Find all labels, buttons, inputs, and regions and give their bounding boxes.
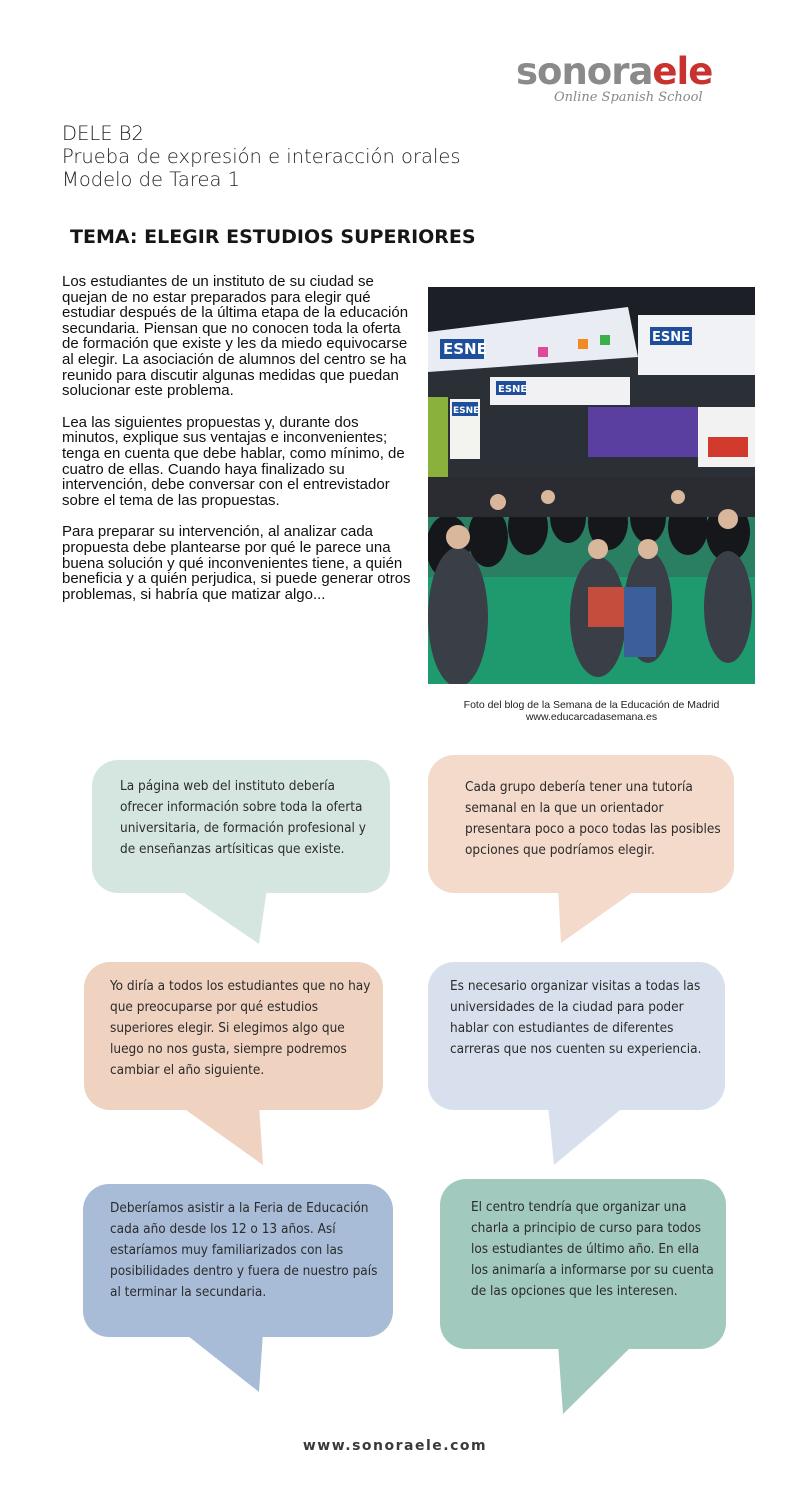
proposal-text: El centro tendría que organizar una charla a principio de curso para todos los estudiantes de último año. En ella los animaría a informarse por su cuenta de las opciones que les interesen. [471, 1199, 714, 1299]
proposal-bubble-5 [83, 1184, 393, 1337]
logo-wordmark: sonoraele [516, 50, 713, 93]
proposal-bubble-1 [92, 760, 390, 893]
proposal-text: Es necesario organizar visitas a todas las universidades de la ciudad para poder hablar con estudiantes de diferentes carreras que nos cuenten su experiencia. [450, 978, 702, 1057]
bubble-tail [179, 1105, 269, 1167]
exam-part: Prueba de expresión e interacción orales [62, 145, 461, 168]
instructions-paragraph-2: Lea las siguientes propuestas y, durante dos minutos, explique sus ventajas e inconvenientes; tenga en cuenta que debe hablar, como mínimo, de cuatro de ellas. Cuando haya finalizado su intervención, debe conversar con el entrevistador sobre el tema de las propuestas. [62, 413, 405, 509]
logo-tagline: Online Spanish School [554, 90, 703, 105]
proposal-bubble-2 [428, 755, 734, 893]
bubble-tail [548, 1105, 628, 1167]
website-footer: www.sonoraele.com [302, 1438, 488, 1454]
photo-sign-4: ESNE [453, 406, 480, 416]
proposal-text: Yo diría a todos los estudiantes que no hay que preocuparse por qué estudios superiores elegir. Si elegimos algo que luego no nos gusta, siempre podremos cambiar el año siguiente. [110, 978, 371, 1078]
instructions-paragraph-3: Para preparar su intervención, al analizar cada propuesta debe plantearse por qué le parece una buena solución y qué inconvenientes tiene, a quién beneficia y a quién perjudica, si puede generar otros problemas, si habría que matizar algo... [62, 523, 411, 603]
proposal-bubble-6 [440, 1179, 726, 1349]
photo-sign-1: ESNE [443, 340, 487, 358]
proposal-text: Cada grupo debería tener una tutoría semanal en la que un orientador presentara poco a poco todas las posibles opciones que podríamos elegir. [465, 779, 721, 858]
photo-caption [428, 699, 755, 723]
bubble-tail [183, 1332, 265, 1394]
instructions-paragraph-1: Los estudiantes de un instituto de su ciudad se quejan de no estar preparados para elegir qué estudiar después de la última etapa de la educación secundaria. Piensan que no conocen toda la oferta de formación que existe y les da miedo equivocarse al elegir. La asociación de alumnos del centro se ha reunido para discutir algunas medidas que puedan solucionar este problema. [62, 273, 409, 400]
education-fair-photo [428, 287, 755, 684]
exam-task: Modelo de Tarea 1 [62, 168, 241, 191]
bubble-tail [177, 888, 267, 948]
photo-caption-source: Foto del blog de la Semana de la Educación de Madrid [463, 699, 720, 711]
bubble-tail [558, 1344, 638, 1416]
exam-header [62, 122, 461, 191]
bubble-tail [558, 887, 640, 947]
instructions-text [62, 274, 412, 618]
sonoraele-logo [516, 52, 756, 112]
proposal-bubble-3 [84, 962, 383, 1110]
proposal-bubble-4 [428, 962, 725, 1110]
photo-sign-2: ESNE [652, 330, 691, 345]
proposal-text: Deberíamos asistir a la Feria de Educación cada año desde los 12 o 13 años. Así estaríamos muy familiarizados con las posibilidades dentro y fuera de nuestro país al terminar la secundaria. [110, 1200, 378, 1300]
topic-title: TEMA: ELEGIR ESTUDIOS SUPERIORES [70, 226, 476, 248]
proposal-text: La página web del instituto debería ofrecer información sobre toda la oferta universitaria, de formación profesional y de enseñanzas artísiticas que existe. [120, 778, 366, 857]
photo-caption-url: www.educarcadasemana.es [525, 711, 658, 723]
photo-sign-3: ESNE [498, 384, 528, 395]
exam-level: DELE B2 [62, 122, 144, 145]
